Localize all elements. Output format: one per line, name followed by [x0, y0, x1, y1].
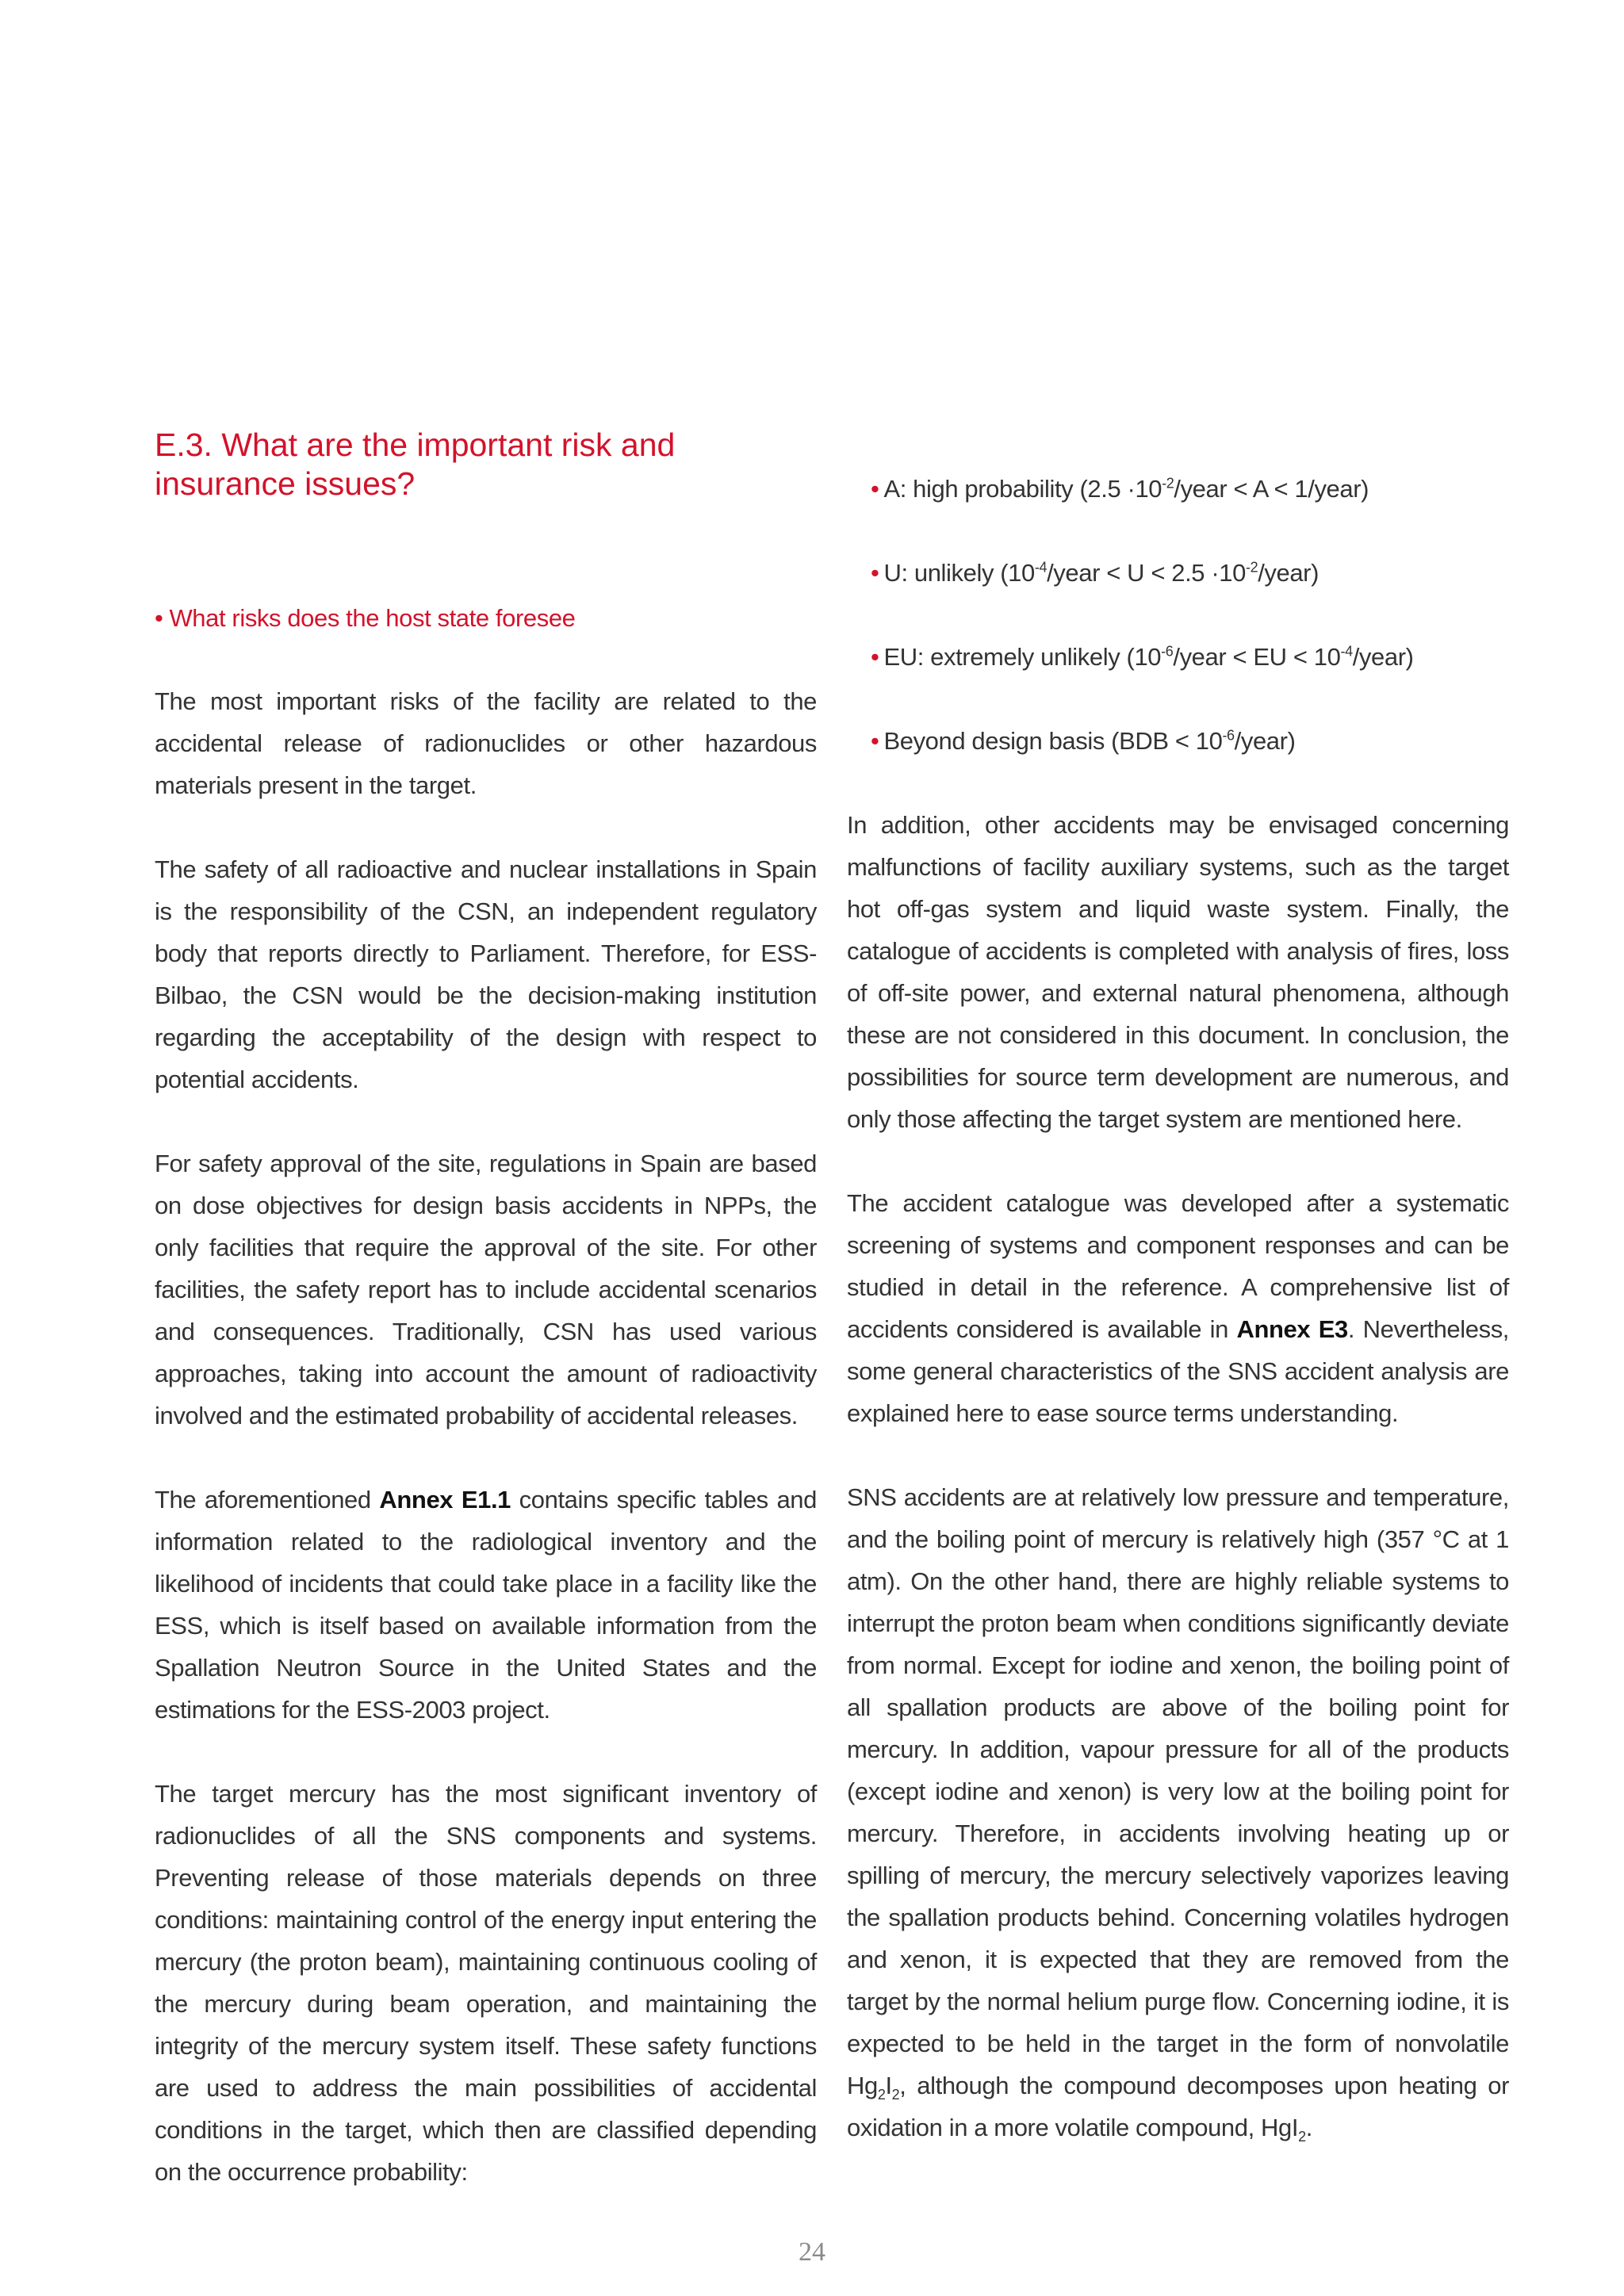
right-paragraph-2: [847, 1182, 1509, 1434]
formula-part: I: [885, 2072, 892, 2099]
class-eu-text-2: /year < EU < 10: [1173, 643, 1341, 671]
formula-part: Hg: [847, 2072, 878, 2099]
right-paragraph-3: [847, 1476, 1509, 2149]
bullet-icon: •: [871, 727, 879, 755]
bullet-icon: •: [155, 604, 163, 632]
probability-class-u: [871, 552, 1509, 594]
class-a-exponent: -2: [1162, 475, 1174, 492]
left-p4-text-a: The aforementioned: [155, 1486, 380, 1513]
class-u-text-3: /year): [1258, 559, 1320, 587]
left-paragraph-3: For safety approval of the site, regulations in Spain are based on dose objectives for design basis accidents in NPPs, the only facilities that require the approval of the site. For other facilities, the safety report has to include accidental scenarios and consequences. Traditionally, CSN has used various approaches, taking into account the amount of radioactivity involved and the estimated probability of accidental releases.: [155, 1150, 817, 1429]
probability-class-bdb: [871, 720, 1509, 762]
left-p4-text-b: contains specific tables and information related to the radiological inventory and the likelihood of incidents that could take place in a facility like the ESS, which is itself based on available information from the Spallation Neutron Source in the United States and the estimations for the ESS-2003 project.: [155, 1486, 817, 1724]
probability-class-eu: [871, 636, 1509, 678]
class-u-exponent-1: -4: [1034, 559, 1048, 576]
class-eu-exponent-1: -6: [1161, 643, 1174, 660]
left-paragraph-2: The safety of all radioactive and nuclear installations in Spain is the responsibility of the CSN, an independent regulatory body that reports directly to Parliament. Therefore, for ESS-Bilbao, the CSN would be the decision-making institution regarding the acceptability of the design with respect to potential accidents.: [155, 855, 817, 1093]
class-a-text-1: A: high probability (2.5 ·10: [883, 475, 1162, 503]
left-paragraph-5: The target mercury has the most significant inventory of radionuclides of all the SNS components and systems. Preventing release of those materials depends on three conditions: maintaining control of the energy input entering the mercury (the proton beam), maintaining continuous cooling of the mercury during beam operation, and maintaining the integrity of the mercury system itself. These safety functions are used to address the main possibilities of accidental conditions in the target, which then are classified depending on the occurrence probability:: [155, 1780, 817, 2186]
annex-e1-1-reference: Annex E1.1: [379, 1486, 511, 1513]
class-bdb-exponent: -6: [1222, 727, 1235, 744]
class-bdb-text-1: Beyond design basis (BDB < 10: [883, 727, 1223, 755]
class-eu-text-3: /year): [1352, 643, 1414, 671]
class-u-text-2: /year < U < 2.5 ·10: [1047, 559, 1246, 587]
subheading-text: What risks does the host state foresee: [169, 604, 576, 632]
class-eu-text-1: EU: extremely unlikely (10: [883, 643, 1162, 671]
right-p3-text-a: SNS accidents are at relatively low pressure and temperature, and the boiling point of mercury is relatively high (357 °C at 1 atm). On the other hand, there are highly reliable systems to interrupt the proton beam when conditions significantly deviate from normal. Except for iodine and xenon, the boiling point of all spallation products are above of the boiling point for mercury. In addition, vapour pressure for all of the products (except iodine and xenon) is very low at the boiling point for mercury. Therefore, in accidents involving heating up or spilling of mercury, the mercury selectively vaporizes leaving the spallation products behind. Concerning volatiles hydrogen and xenon, it is expected that they are removed from the target by the normal helium purge flow. Concerning iodine, it is expected to be held in the target in the form of nonvolatile: [847, 1483, 1509, 2057]
bullet-icon: •: [871, 643, 879, 671]
class-eu-exponent-2: -4: [1340, 643, 1353, 660]
right-p2-text-a: The accident catalogue was developed after a systematic screening of systems and component responses and can be studied in detail in the reference. A comprehensive list of accidents considered is available in: [847, 1189, 1509, 1343]
left-column: [155, 426, 817, 2193]
class-a-text-2: /year < A < 1/year): [1174, 475, 1369, 503]
right-p3-text-b: , although the compound decomposes upon heating or oxidation in a more volatile compound,: [847, 2072, 1509, 2141]
formula-subscript: 2: [1298, 2129, 1306, 2145]
right-p2-text-b: . Nevertheless, some general characteristics of the SNS accident analysis are explained here to ease source terms understanding.: [847, 1315, 1510, 1427]
right-column: [847, 468, 1509, 2149]
page-number: 24: [799, 2237, 825, 2267]
subheading: [155, 597, 817, 639]
class-u-text-1: U: unlikely (10: [883, 559, 1035, 587]
hgi2-formula: [1261, 2114, 1306, 2145]
formula-part: HgI: [1261, 2114, 1299, 2141]
left-paragraph-4: [155, 1479, 817, 1731]
class-u-exponent-2: -2: [1245, 559, 1258, 576]
bullet-icon: •: [871, 559, 879, 587]
section-title: E.3. What are the important risk and insurance issues?: [155, 427, 676, 502]
left-paragraph-1: The most important risks of the facility are related to the accidental release of radionuclides or other hazardous materials present in the target.: [155, 687, 817, 799]
right-paragraph-1: In addition, other accidents may be envisaged concerning malfunctions of facility auxiliary systems, such as the target hot off-gas system and liquid waste system. Finally, the catalogue of accidents is completed with analysis of fires, loss of off-site power, and external natural phenomena, although these are not considered in this document. In conclusion, the possibilities for source term development are numerous, and only those affecting the target system are mentioned here.: [847, 811, 1509, 1133]
probability-class-a: [871, 468, 1509, 510]
formula-subscript: 2: [877, 2087, 886, 2103]
hg2i2-formula: [847, 2072, 900, 2103]
class-bdb-text-2: /year): [1234, 727, 1296, 755]
right-p3-text-c: .: [1305, 2114, 1312, 2141]
formula-subscript: 2: [891, 2087, 900, 2103]
bullet-icon: •: [871, 475, 879, 503]
annex-e3-reference: Annex E3: [1236, 1315, 1348, 1343]
